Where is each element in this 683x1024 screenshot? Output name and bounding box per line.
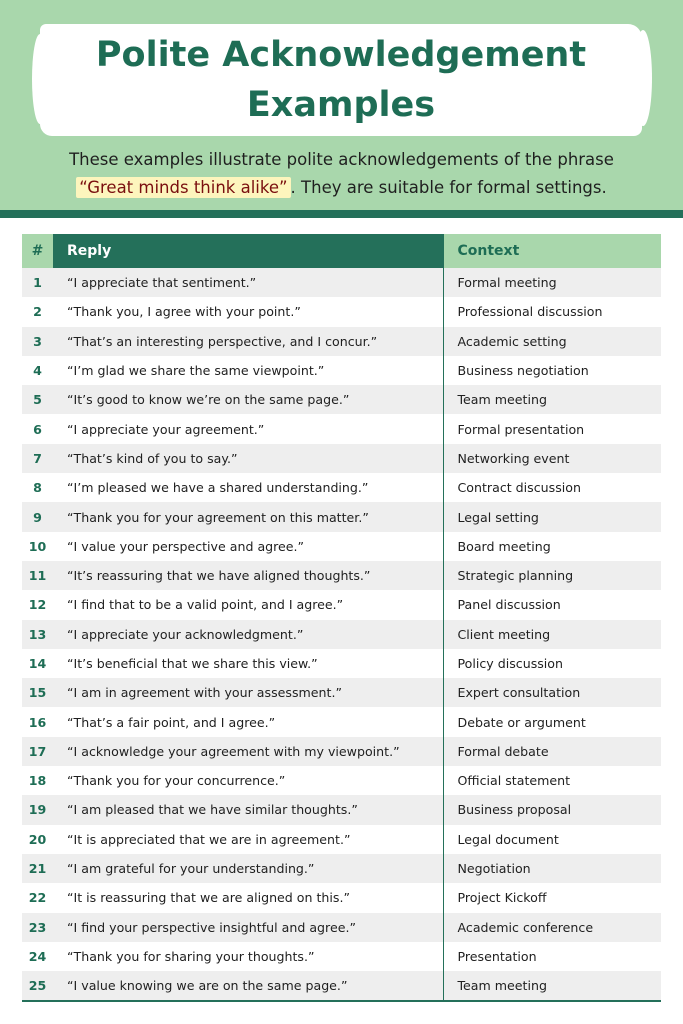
row-number: 21	[22, 854, 53, 883]
context-cell: Official statement	[443, 766, 661, 795]
row-number: 8	[22, 473, 53, 502]
row-number: 9	[22, 502, 53, 531]
row-number: 19	[22, 795, 53, 824]
column-header-reply: Reply	[53, 234, 443, 268]
table-row	[22, 913, 661, 942]
row-number: 4	[22, 356, 53, 385]
reply-cell: “I am pleased that we have similar thoughts.”	[53, 795, 443, 824]
subtitle-text-after: . They are suitable for formal settings.	[290, 178, 607, 197]
context-cell: Business proposal	[443, 795, 661, 824]
row-number: 18	[22, 766, 53, 795]
context-cell: Board meeting	[443, 532, 661, 561]
reply-cell: “I find that to be a valid point, and I agree.”	[53, 590, 443, 619]
context-cell: Professional discussion	[443, 297, 661, 326]
reply-cell: “That’s kind of you to say.”	[53, 444, 443, 473]
table-row	[22, 444, 661, 473]
table-row	[22, 590, 661, 619]
context-cell: Contract discussion	[443, 473, 661, 502]
reply-cell: “Thank you for your concurrence.”	[53, 766, 443, 795]
context-cell: Presentation	[443, 942, 661, 971]
table-row	[22, 737, 661, 766]
table-row	[22, 473, 661, 502]
table-row	[22, 707, 661, 736]
row-number: 2	[22, 297, 53, 326]
context-cell: Formal debate	[443, 737, 661, 766]
context-cell: Formal meeting	[443, 268, 661, 297]
reply-cell: “I appreciate your agreement.”	[53, 414, 443, 443]
context-cell: Client meeting	[443, 620, 661, 649]
context-cell: Panel discussion	[443, 590, 661, 619]
reply-cell: “That’s an interesting perspective, and I concur.”	[53, 327, 443, 356]
row-number: 13	[22, 620, 53, 649]
reply-cell: “I value knowing we are on the same page.”	[53, 971, 443, 1001]
table-row	[22, 649, 661, 678]
row-number: 15	[22, 678, 53, 707]
context-cell: Networking event	[443, 444, 661, 473]
reply-cell: “I appreciate that sentiment.”	[53, 268, 443, 297]
row-number: 25	[22, 971, 53, 1001]
context-cell: Policy discussion	[443, 649, 661, 678]
table-row	[22, 268, 661, 297]
examples-table	[22, 234, 661, 1002]
table-row	[22, 297, 661, 326]
reply-cell: “I am in agreement with your assessment.”	[53, 678, 443, 707]
context-cell: Legal setting	[443, 502, 661, 531]
reply-cell: “It’s good to know we’re on the same page.”	[53, 385, 443, 414]
table-row	[22, 502, 661, 531]
table-row	[22, 854, 661, 883]
table-row	[22, 942, 661, 971]
table-row	[22, 532, 661, 561]
reply-cell: “I am grateful for your understanding.”	[53, 854, 443, 883]
context-cell: Business negotiation	[443, 356, 661, 385]
reply-cell: “That’s a fair point, and I agree.”	[53, 707, 443, 736]
row-number: 6	[22, 414, 53, 443]
row-number: 24	[22, 942, 53, 971]
context-cell: Debate or argument	[443, 707, 661, 736]
reply-cell: “I acknowledge your agreement with my viewpoint.”	[53, 737, 443, 766]
row-number: 10	[22, 532, 53, 561]
table-row	[22, 883, 661, 912]
header-divider	[0, 210, 683, 218]
row-number: 17	[22, 737, 53, 766]
context-cell: Academic setting	[443, 327, 661, 356]
context-cell: Expert consultation	[443, 678, 661, 707]
context-cell: Project Kickoff	[443, 883, 661, 912]
row-number: 23	[22, 913, 53, 942]
row-number: 1	[22, 268, 53, 297]
examples-table-container	[22, 234, 661, 1002]
row-number: 14	[22, 649, 53, 678]
reply-cell: “It’s beneficial that we share this view.”	[53, 649, 443, 678]
reply-cell: “I find your perspective insightful and agree.”	[53, 913, 443, 942]
table-row	[22, 620, 661, 649]
table-header-row	[22, 234, 661, 268]
reply-cell: “It is appreciated that we are in agreement.”	[53, 825, 443, 854]
row-number: 11	[22, 561, 53, 590]
highlighted-phrase: “Great minds think alike”	[76, 177, 290, 198]
context-cell: Strategic planning	[443, 561, 661, 590]
context-cell: Team meeting	[443, 385, 661, 414]
context-cell: Team meeting	[443, 971, 661, 1001]
table-row	[22, 356, 661, 385]
context-cell: Academic conference	[443, 913, 661, 942]
context-cell: Formal presentation	[443, 414, 661, 443]
reply-cell: “It is reassuring that we are aligned on this.”	[53, 883, 443, 912]
subtitle-text-before: These examples illustrate polite acknowledgements of the phrase	[69, 150, 614, 169]
column-header-number: #	[22, 234, 53, 268]
context-cell: Legal document	[443, 825, 661, 854]
table-row	[22, 795, 661, 824]
column-header-context: Context	[443, 234, 661, 268]
reply-cell: “Thank you for sharing your thoughts.”	[53, 942, 443, 971]
reply-cell: “Thank you for your agreement on this matter.”	[53, 502, 443, 531]
reply-cell: “I value your perspective and agree.”	[53, 532, 443, 561]
table-row	[22, 414, 661, 443]
reply-cell: “I appreciate your acknowledgment.”	[53, 620, 443, 649]
reply-cell: “Thank you, I agree with your point.”	[53, 297, 443, 326]
row-number: 20	[22, 825, 53, 854]
reply-cell: “I’m glad we share the same viewpoint.”	[53, 356, 443, 385]
row-number: 7	[22, 444, 53, 473]
table-row	[22, 561, 661, 590]
row-number: 16	[22, 707, 53, 736]
table-row	[22, 971, 661, 1001]
page-title: Polite Acknowledgement Examples	[95, 35, 587, 125]
row-number: 12	[22, 590, 53, 619]
row-number: 22	[22, 883, 53, 912]
table-row	[22, 385, 661, 414]
row-number: 5	[22, 385, 53, 414]
reply-cell: “I’m pleased we have a shared understanding.”	[53, 473, 443, 502]
table-row	[22, 678, 661, 707]
header	[0, 0, 683, 210]
reply-cell: “It’s reassuring that we have aligned thoughts.”	[53, 561, 443, 590]
row-number: 3	[22, 327, 53, 356]
table-row	[22, 766, 661, 795]
subtitle	[20, 146, 663, 202]
table-row	[22, 327, 661, 356]
context-cell: Negotiation	[443, 854, 661, 883]
table-row	[22, 825, 661, 854]
